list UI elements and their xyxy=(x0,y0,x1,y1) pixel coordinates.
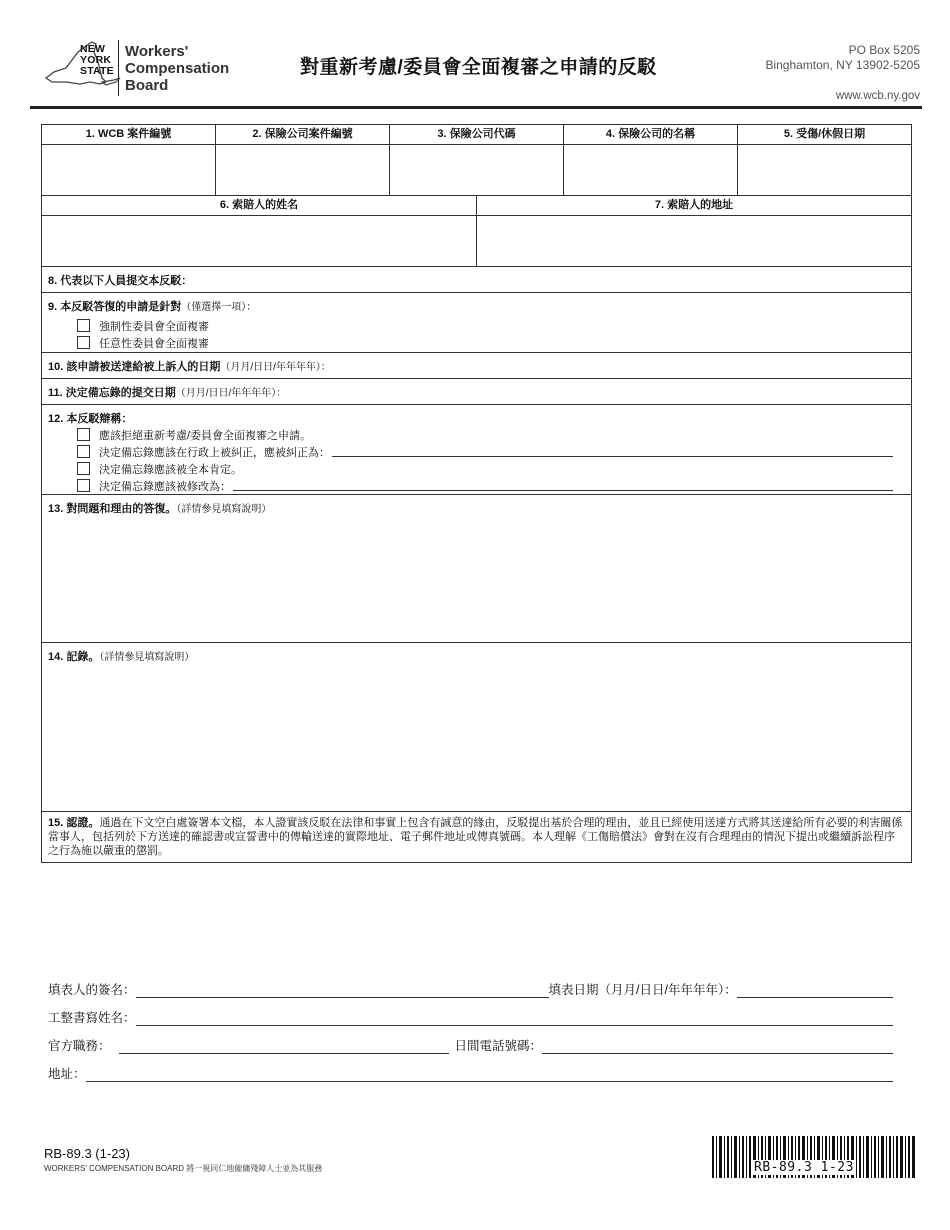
form-title: 對重新考慮/委員會全面複審之申請的反駁 xyxy=(300,57,657,78)
option-affirmed[interactable]: 決定備忘錄應該被全本肯定。 xyxy=(42,460,911,477)
header-claimant-address: 7. 索賠人的地址 xyxy=(477,196,912,216)
form-code: RB-89.3 (1-23) xyxy=(44,1146,130,1161)
date-label: 填表日期（月月/日日/年年年年）： xyxy=(548,983,737,997)
section-15 xyxy=(42,812,912,863)
logo-divider xyxy=(118,40,119,96)
claimant-name-field[interactable] xyxy=(42,216,477,267)
logo-org-name: Workers' Compensation Board xyxy=(125,43,230,94)
mailing-address: PO Box 5205 Binghamton, NY 13902-5205 xyxy=(765,43,920,72)
claimant-address-field[interactable] xyxy=(477,216,912,267)
address-label: 地址： xyxy=(48,1067,86,1081)
section-14-label: 14. 記錄。（詳情參見填寫說明） xyxy=(48,651,195,663)
option-administratively-corrected[interactable]: 決定備忘錄應該在行政上被糾正，應被糾正為： xyxy=(42,443,911,460)
date-line[interactable] xyxy=(737,983,893,998)
signature-row xyxy=(48,980,893,998)
print-name-label: 工整書寫姓名： xyxy=(48,1011,136,1025)
signature-line[interactable] xyxy=(136,983,549,998)
checkbox[interactable] xyxy=(77,462,90,475)
option-deny-application[interactable]: 應該拒絕重新考慮/委員會全面複審之申請。 xyxy=(42,426,911,443)
carrier-case-number-field[interactable] xyxy=(216,145,390,196)
phone-label: 日間電話號碼： xyxy=(454,1039,543,1053)
header-carrier-code: 3. 保險公司代碼 xyxy=(390,125,564,145)
signer-label: 填表人的簽名： xyxy=(48,983,136,997)
header-claimant-name: 6. 索賠人的姓名 xyxy=(42,196,477,216)
address-row xyxy=(48,1064,893,1082)
header-wcb-case-number: 1. WCB 案件編號 xyxy=(42,125,216,145)
modification-line[interactable] xyxy=(233,480,893,491)
website-link[interactable]: www.wcb.ny.gov xyxy=(835,90,920,102)
header-carrier-name: 4. 保險公司的名稱 xyxy=(564,125,738,145)
carrier-code-field[interactable] xyxy=(390,145,564,196)
section-11-label: 11. 決定備忘錄的提交日期（月月/日日/年年年年）： xyxy=(48,387,287,399)
section-14[interactable] xyxy=(42,643,912,812)
section-13-label: 13. 對問題和理由的答復。（詳情參見填寫說明） xyxy=(48,503,272,515)
certification-text: 15. 認證。通過在下文空白處簽署本文檔，本人證實該反駁在法律和事實上包含有誠意的緣由，反駁提出基於合理的理由，並且已經使用送達方式將其送達給所有必要的利害關係當事人，包括列於下方送達的確認書或宣誓書中的傳輸送達的實際地址、電子郵件地址或傳真號碼。本人理解《工傷賠償法》會對在沒有合理理由的情況下提出或繼續訴訟程序之行為施以嚴重的懲罰。 xyxy=(48,817,903,857)
checkbox[interactable] xyxy=(77,479,90,492)
section-8-label: 8. 代表以下人員提交本反駁： xyxy=(48,275,193,287)
title-label: 官方職務： xyxy=(48,1039,111,1053)
checkbox[interactable] xyxy=(77,428,90,441)
title-row xyxy=(48,1036,893,1054)
print-name-row xyxy=(48,1008,893,1026)
checkbox[interactable] xyxy=(77,336,90,349)
print-name-line[interactable] xyxy=(136,1011,893,1026)
header-carrier-case-number: 2. 保險公司案件編號 xyxy=(216,125,390,145)
section-10[interactable] xyxy=(42,353,912,379)
correction-line[interactable] xyxy=(332,446,893,457)
section-10-label: 10. 該申請被送達給被上訴人的日期（月月/日日/年年年年）： xyxy=(48,361,331,373)
injury-date-field[interactable] xyxy=(738,145,912,196)
option-mandatory-review[interactable]: 強制性委員會全面複審 xyxy=(42,317,911,334)
logo-state-text: NEW YORK STATE xyxy=(80,43,114,77)
section-11[interactable] xyxy=(42,379,912,405)
section-13[interactable] xyxy=(42,495,912,643)
carrier-name-field[interactable] xyxy=(564,145,738,196)
checkbox[interactable] xyxy=(77,319,90,332)
equal-opportunity-note: WORKERS' COMPENSATION BOARD 將一視同仁地僱傭殘障人士並為其服務 xyxy=(44,1164,323,1173)
address-line[interactable] xyxy=(86,1067,893,1082)
section-12 xyxy=(42,405,912,495)
header-rule xyxy=(30,106,922,109)
section-8[interactable] xyxy=(42,267,912,293)
wcb-case-number-field[interactable] xyxy=(42,145,216,196)
barcode-text: RB-89.3 1-23 xyxy=(754,1160,854,1175)
checkbox[interactable] xyxy=(77,445,90,458)
section-9-label: 9. 本反駁答復的申請是針對（僅選擇一項）： xyxy=(48,301,257,313)
section-12-label: 12. 本反駁辯稱： xyxy=(48,413,133,425)
form-table xyxy=(41,124,912,863)
phone-line[interactable] xyxy=(542,1039,893,1054)
section-9 xyxy=(42,293,912,353)
title-line[interactable] xyxy=(119,1039,449,1054)
header-injury-date: 5. 受傷/休假日期 xyxy=(738,125,912,145)
option-discretionary-review[interactable]: 任意性委員會全面複審 xyxy=(42,334,911,351)
option-modified[interactable]: 決定備忘錄應該被修改為： xyxy=(42,477,911,494)
